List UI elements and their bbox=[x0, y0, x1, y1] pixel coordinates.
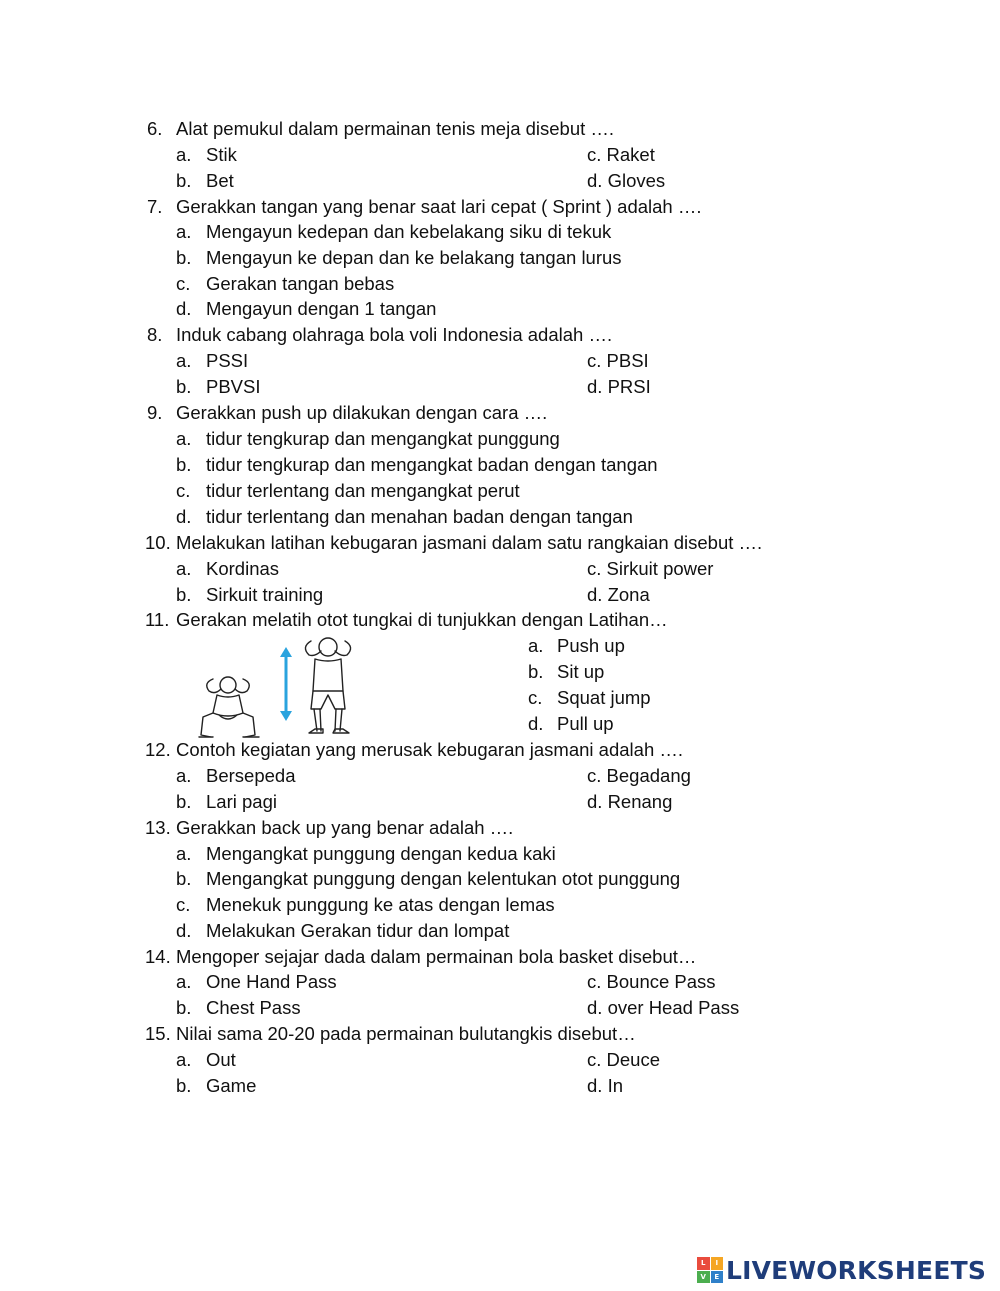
question-number: 13. bbox=[145, 817, 171, 838]
option-d[interactable]: Mengayun dengan 1 tangan bbox=[206, 298, 437, 319]
option-letter: b. bbox=[176, 791, 192, 812]
option-d[interactable]: d. Renang bbox=[587, 791, 673, 812]
question-number: 7. bbox=[147, 196, 163, 217]
logo-mark-letter: I bbox=[711, 1257, 724, 1270]
option-letter: b. bbox=[176, 376, 192, 397]
question-number: 6. bbox=[147, 118, 163, 139]
option-d[interactable]: Pull up bbox=[557, 713, 614, 734]
option-letter: a. bbox=[176, 558, 192, 579]
question-number: 9. bbox=[147, 402, 163, 423]
question-number: 11. bbox=[145, 609, 170, 630]
option-a[interactable]: PSSI bbox=[206, 350, 249, 371]
option-letter: a. bbox=[176, 765, 192, 786]
logo-text: LIVEWORKSHEETS bbox=[726, 1255, 987, 1285]
question-text: Induk cabang olahraga bola voli Indonesia adalah …. bbox=[176, 324, 613, 345]
option-d[interactable]: tidur terlentang dan menahan badan dengan tangan bbox=[206, 506, 633, 527]
option-c[interactable]: c. Raket bbox=[587, 144, 655, 165]
option-letter: a. bbox=[528, 635, 544, 656]
option-letter: b. bbox=[176, 868, 192, 889]
option-d[interactable]: d. In bbox=[587, 1075, 623, 1096]
option-letter: c. bbox=[176, 273, 191, 294]
option-a[interactable]: Out bbox=[206, 1049, 236, 1070]
logo-mark-letter: E bbox=[711, 1271, 724, 1284]
logo-mark-letter: L bbox=[697, 1257, 710, 1270]
option-a[interactable]: Push up bbox=[557, 635, 625, 656]
option-letter: c. bbox=[176, 480, 191, 501]
logo-mark-letter: V bbox=[697, 1271, 710, 1284]
option-d[interactable]: d. over Head Pass bbox=[587, 997, 740, 1018]
option-letter: b. bbox=[176, 1075, 192, 1096]
option-letter: d. bbox=[176, 920, 192, 941]
question-text: Nilai sama 20-20 pada permainan bulutangkis disebut… bbox=[176, 1023, 636, 1044]
option-a[interactable]: Mengangkat punggung dengan kedua kaki bbox=[206, 843, 556, 864]
option-c[interactable]: c. Deuce bbox=[587, 1049, 661, 1070]
option-d[interactable]: Melakukan Gerakan tidur dan lompat bbox=[206, 920, 510, 941]
option-letter: c. bbox=[176, 894, 191, 915]
option-a[interactable]: One Hand Pass bbox=[206, 971, 337, 992]
option-letter: a. bbox=[176, 144, 192, 165]
option-letter: d. bbox=[176, 298, 192, 319]
question-text: Melakukan latihan kebugaran jasmani dalam satu rangkaian disebut …. bbox=[176, 532, 763, 553]
question-number: 15. bbox=[145, 1023, 171, 1044]
option-b[interactable]: PBVSI bbox=[206, 376, 261, 397]
option-a[interactable]: Kordinas bbox=[206, 558, 280, 579]
option-letter: b. bbox=[176, 247, 192, 268]
option-letter: c. bbox=[528, 687, 543, 708]
option-letter: b. bbox=[176, 584, 192, 605]
option-b[interactable]: Mengayun ke depan dan ke belakang tangan lurus bbox=[206, 247, 622, 268]
option-letter: a. bbox=[176, 1049, 192, 1070]
question-text: Alat pemukul dalam permainan tenis meja disebut …. bbox=[176, 118, 615, 139]
question-number: 10. bbox=[145, 532, 171, 553]
option-c[interactable]: c. Sirkuit power bbox=[587, 558, 714, 579]
question-text: Mengoper sejajar dada dalam permainan bola basket disebut… bbox=[176, 946, 697, 967]
question-text: Gerakan melatih otot tungkai di tunjukkan dengan Latihan… bbox=[176, 609, 668, 630]
option-b[interactable]: Game bbox=[206, 1075, 257, 1096]
option-c[interactable]: c. PBSI bbox=[587, 350, 649, 371]
option-b[interactable]: Chest Pass bbox=[206, 997, 301, 1018]
option-letter: b. bbox=[176, 454, 192, 475]
option-d[interactable]: d. Zona bbox=[587, 584, 650, 605]
squat-jump-illustration bbox=[183, 633, 393, 741]
option-d[interactable]: d. PRSI bbox=[587, 376, 651, 397]
option-c[interactable]: c. Bounce Pass bbox=[587, 971, 716, 992]
option-a[interactable]: Bersepeda bbox=[206, 765, 296, 786]
question-number: 12. bbox=[145, 739, 171, 760]
option-letter: b. bbox=[176, 170, 192, 191]
option-c[interactable]: c. Begadang bbox=[587, 765, 691, 786]
option-letter: a. bbox=[176, 971, 192, 992]
option-b[interactable]: Bet bbox=[206, 170, 234, 191]
question-number: 14. bbox=[145, 946, 171, 967]
option-b[interactable]: Sit up bbox=[557, 661, 605, 682]
liveworksheets-logo[interactable] bbox=[697, 1255, 986, 1285]
option-c[interactable]: Squat jump bbox=[557, 687, 651, 708]
option-letter: d. bbox=[176, 506, 192, 527]
option-c[interactable]: Menekuk punggung ke atas dengan lemas bbox=[206, 894, 555, 915]
liveworksheets-logo-icon bbox=[697, 1257, 723, 1283]
option-a[interactable]: tidur tengkurap dan mengangkat punggung bbox=[206, 428, 560, 449]
option-c[interactable]: Gerakan tangan bebas bbox=[206, 273, 395, 294]
question-text: Gerakkan back up yang benar adalah …. bbox=[176, 817, 514, 838]
question-text: Contoh kegiatan yang merusak kebugaran jasmani adalah …. bbox=[176, 739, 684, 760]
question-number: 8. bbox=[147, 324, 163, 345]
option-letter: d. bbox=[528, 713, 544, 734]
option-c[interactable]: tidur terlentang dan mengangkat perut bbox=[206, 480, 520, 501]
option-letter: a. bbox=[176, 221, 192, 242]
option-b[interactable]: Sirkuit training bbox=[206, 584, 324, 605]
option-a[interactable]: Mengayun kedepan dan kebelakang siku di tekuk bbox=[206, 221, 612, 242]
option-letter: b. bbox=[528, 661, 544, 682]
option-d[interactable]: d. Gloves bbox=[587, 170, 666, 191]
option-letter: a. bbox=[176, 843, 192, 864]
option-b[interactable]: tidur tengkurap dan mengangkat badan dengan tangan bbox=[206, 454, 658, 475]
option-letter: b. bbox=[176, 997, 192, 1018]
option-a[interactable]: Stik bbox=[206, 144, 237, 165]
option-b[interactable]: Mengangkat punggung dengan kelentukan otot punggung bbox=[206, 868, 681, 889]
question-text: Gerakkan push up dilakukan dengan cara …. bbox=[176, 402, 548, 423]
question-text: Gerakkan tangan yang benar saat lari cepat ( Sprint ) adalah …. bbox=[176, 196, 702, 217]
option-letter: a. bbox=[176, 428, 192, 449]
option-letter: a. bbox=[176, 350, 192, 371]
option-b[interactable]: Lari pagi bbox=[206, 791, 277, 812]
